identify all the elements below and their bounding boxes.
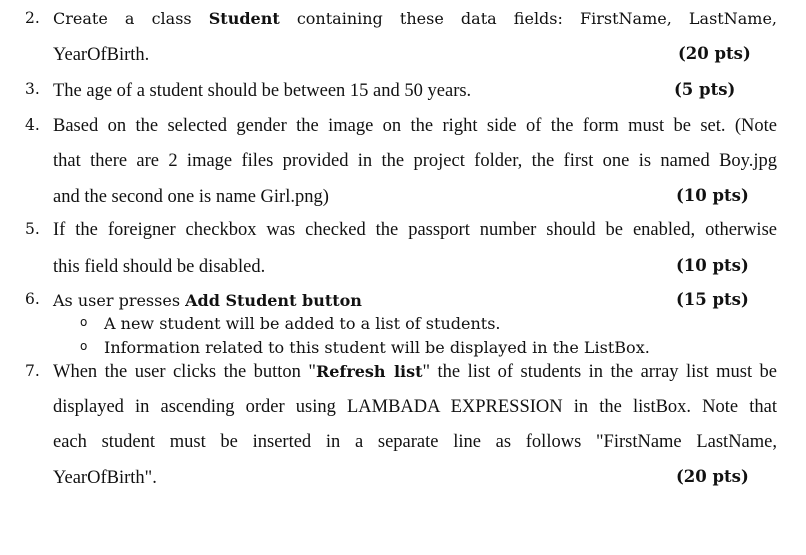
item-number: 2. xyxy=(25,9,40,27)
item-text-line: each student must be inserted in a separate line as follows "FirstName LastName, xyxy=(53,432,777,452)
sub-item: A new student will be added to a list of students. xyxy=(104,314,501,333)
item-text-line: YearOfBirth. xyxy=(53,45,150,65)
bullet-icon: o xyxy=(80,315,88,329)
item-text-line: When the user clicks the button "Refresh list" the list of students in the array list must be xyxy=(53,362,778,382)
item-number: 5. xyxy=(25,220,40,238)
item-text-line: As user presses Add Student button xyxy=(53,291,362,310)
item-text-line: and the second one is name Girl.png) xyxy=(53,187,329,207)
item-text-line: YearOfBirth". xyxy=(53,468,157,488)
points-label: (10 pts) xyxy=(676,256,749,275)
points-label: (5 pts) xyxy=(674,80,736,99)
points-label: (20 pts) xyxy=(678,44,751,63)
item-text-line: displayed in ascending order using LAMBADA EXPRESSION in the listBox. Note that xyxy=(53,397,777,417)
item-number: 3. xyxy=(25,80,40,98)
item-text-line: this field should be disabled. xyxy=(53,257,266,277)
points-label: (20 pts) xyxy=(676,467,749,486)
sub-item: Information related to this student will be displayed in the ListBox. xyxy=(104,338,650,357)
item-number: 4. xyxy=(25,116,40,134)
item-number: 6. xyxy=(25,290,40,308)
item-text-line: If the foreigner checkbox was checked the passport number should be enabled, otherwise xyxy=(53,220,777,240)
item-text-line: The age of a student should be between 15 and 50 years. xyxy=(53,81,472,101)
item-text-line: Create a class Student containing these data fields: FirstName, LastName, xyxy=(53,9,777,28)
item-text-line: Based on the selected gender the image on the right side of the form must be set. (Note xyxy=(53,116,777,136)
bullet-icon: o xyxy=(80,339,88,353)
item-text-line: that there are 2 image files provided in the project folder, the first one is named Boy.jpg xyxy=(53,151,777,171)
item-number: 7. xyxy=(25,362,40,380)
points-label: (10 pts) xyxy=(676,186,749,205)
points-label: (15 pts) xyxy=(676,290,749,309)
